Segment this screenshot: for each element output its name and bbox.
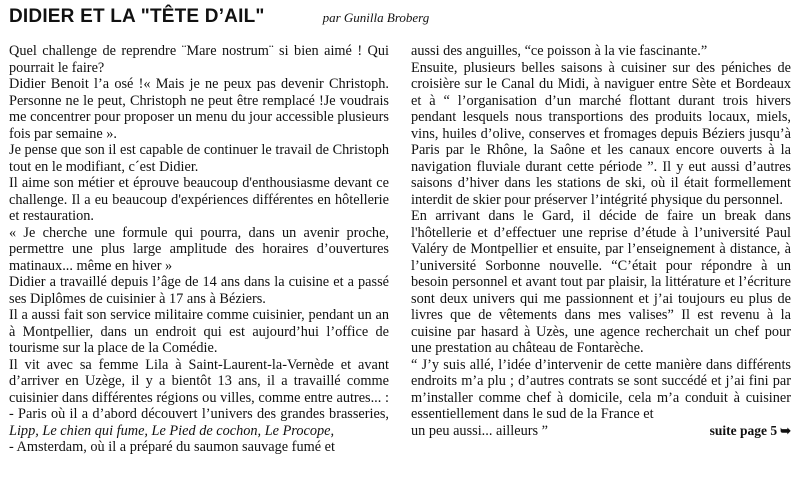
- left-column: [9, 43, 389, 456]
- paragraph: « Je cherche une formule qui pourra, dans un avenir proche, permettre une plus large amplitude des horaires d’ouvertures matinaux... même en hiver »: [9, 224, 389, 274]
- continued-label: suite page 5: [709, 422, 778, 438]
- paragraph: Quel challenge de reprendre ¨Mare nostrum¨ si bien aimé ! Qui pourrait le faire?: [9, 43, 389, 76]
- paragraph: un peu aussi... ailleurs ”: [411, 422, 548, 439]
- paragraph: - Amsterdam, où il a préparé du saumon sauvage fumé et: [9, 439, 335, 455]
- article-header: [9, 6, 792, 32]
- article-columns: [9, 43, 792, 456]
- paragraph: “ J’y suis allé, l’idée d’intervenir de cette manière dans différents endroits m’a plu ; d’autres contrats se sont succédé et j’ai fini par m’installer comme chef à domicile, cela m’a conduit à cuisiner essentiellement dans le sud de la France et: [411, 356, 791, 422]
- paragraph-text: Il vit avec sa femme Lila à Saint-Laurent-la-Vernède et avant d’arriver en Uzège, il y a bientôt 13 ans, il a travaillé comme cuisinier dans différentes régions ou villes, comme entre autres... : - Paris où il a d’abord découvert l’univers des grandes brasseries,: [9, 356, 389, 422]
- article-title: DIDIER ET LA "TÊTE D’AIL": [9, 6, 265, 27]
- paragraph: Didier a travaillé depuis l’âge de 14 ans dans la cuisine et a passé ses Diplômes de cuisinier à 17 ans à Béziers.: [9, 274, 389, 307]
- paragraph: [9, 357, 389, 440]
- paragraph: aussi des anguilles, “ce poisson à la vie fascinante.”: [411, 43, 708, 59]
- article-byline: par Gunilla Broberg: [322, 10, 430, 25]
- paragraph: Ensuite, plusieurs belles saisons à cuisiner sur des péniches de croisière sur le Canal du Midi, à naviguer entre Sète et Bordeaux et à “ l’organisation d’un marché flottant durant trois hivers pendant lesquels nous transportions des produits locaux, miels, vins, huiles d’olive, conserves et fromages depuis Béziers jusqu’à Paris par le Rhône, la Saône et les canaux encore ouverts à la navigation fluviale durant cette période ”. Il y eut aussi d’autres saisons d’hiver dans les stations de ski, où il était formellement interdit de skier pour préserver l’intégrité physique du personnel.: [411, 59, 791, 208]
- paragraph: Didier Benoit l’a osé !« Mais je ne peux pas devenir Christoph. Personne ne le peut, Christoph ne peut être remplacé !Je voudrais me concentrer pour proposer un menu du jour accessible plusieurs fois par semaine ».: [9, 76, 389, 142]
- paragraph: Il a aussi fait son service militaire comme cuisinier, pendant un an à Montpellier, dans un endroit qui est aujourd’hui l’office de tourisme sur la place de la Comédie.: [9, 307, 389, 356]
- paragraph: Je pense que son il est capable de continuer le travail de Christoph tout en le modifiant, c´est Didier.: [9, 142, 389, 175]
- paragraph: Il aime son métier et éprouve beaucoup d'enthousiasme devant ce challenge. Il a eu beaucoup d'expériences différentes en hôtellerie et restauration.: [9, 175, 389, 224]
- arrow-icon: ➥: [780, 422, 791, 438]
- restaurant-list: Lipp, Le chien qui fume, Le Pied de cochon, Le Procope,: [9, 422, 335, 439]
- continued-link[interactable]: [710, 423, 791, 439]
- right-column: [411, 43, 791, 456]
- closing-line: [411, 423, 791, 440]
- paragraph: En arrivant dans le Gard, il décide de faire un break dans l'hôtellerie et d’effectuer une reprise d’étude à l’université Paul Valéry de Montpellier et ensuite, par l’enseignement à distance, à l’université Sorbonne nouvelle. “C’était pour répondre à un besoin personnel et avant tout par plaisir, la littérature et l’écriture sont deux univers qui me passionnent et j’ai toujours eu plus de livres que de vêtements dans mes valises” Il est revenu à la cuisine par hasard à Uzès, une agence recherchait un chef pour une prestation au château de Fontarèche.: [411, 208, 791, 356]
